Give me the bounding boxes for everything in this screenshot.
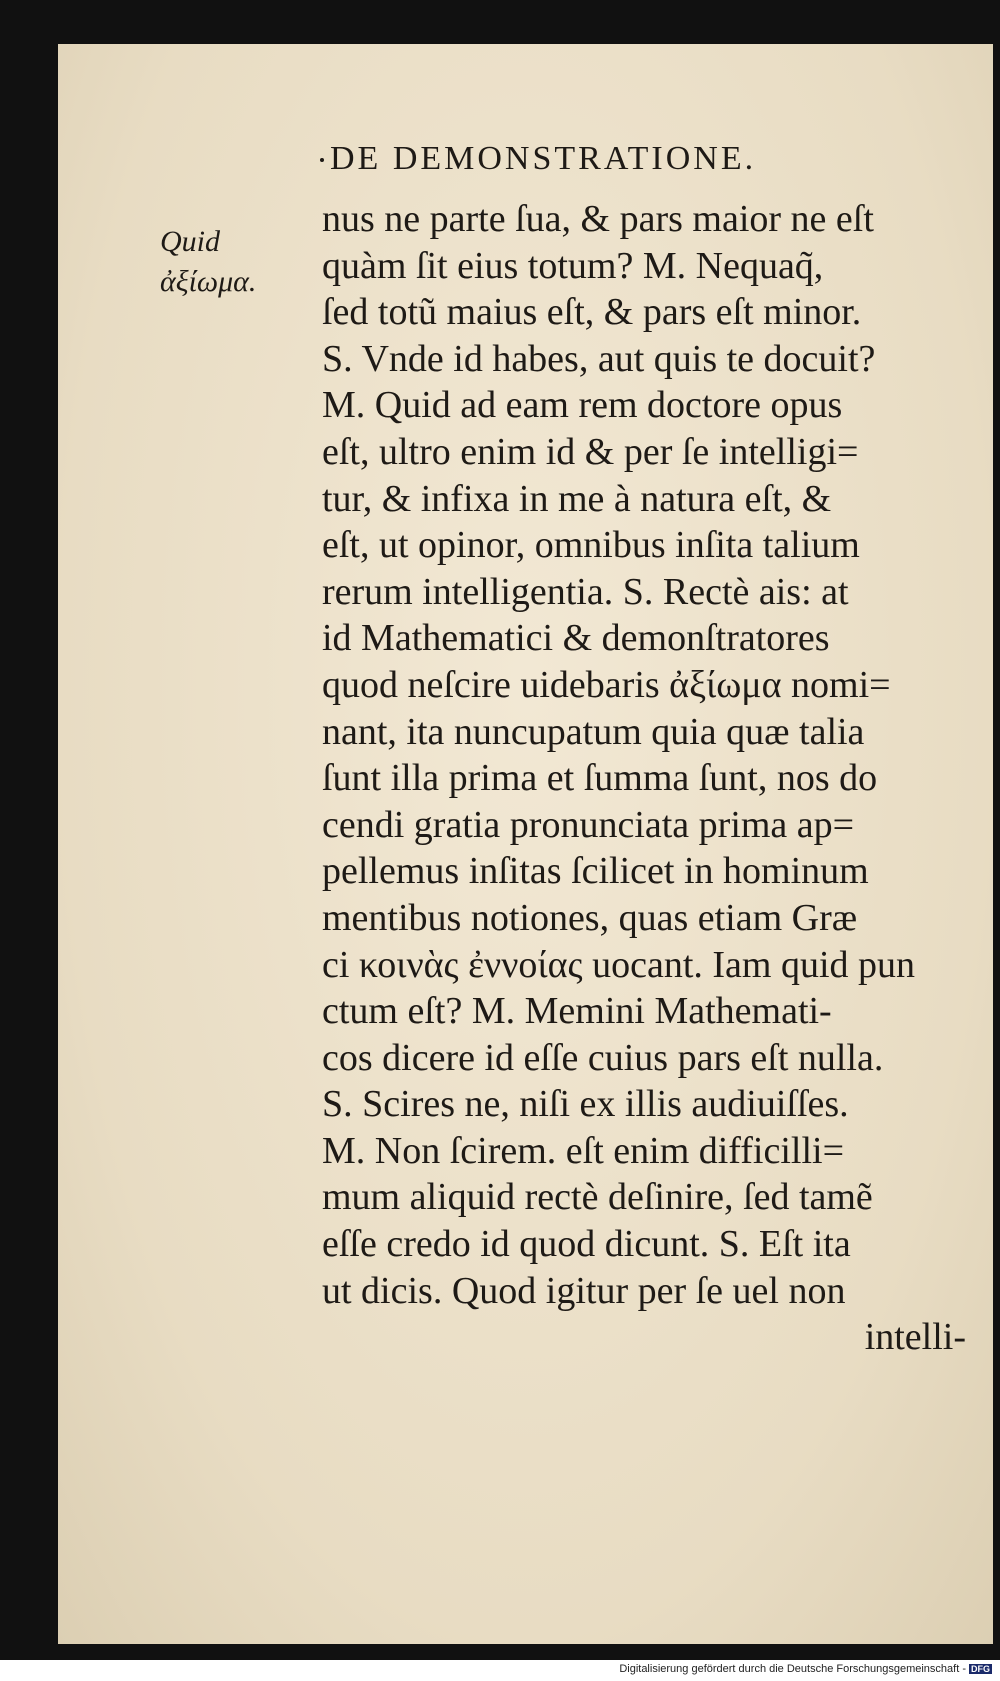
marginal-note-line-2: ἀξίωμα. — [160, 265, 257, 298]
text-line: M. Non ſcirem. eſt enim difficilli= — [322, 1129, 845, 1172]
text-line: tur, & infixa in me à natura eſt, & — [322, 477, 832, 520]
marginal-note — [160, 222, 256, 302]
text-line: ſed totũ maius eſt, & pars eſt minor. — [322, 291, 862, 334]
credit-text: Digitalisierung gefördert durch die Deutsche Forschungsgemeinschaft - — [619, 1663, 966, 1675]
text-line: ci κοινὰς ἐννοίας uocant. Iam quid pun — [322, 943, 916, 986]
text-line: mentibus notiones, quas etiam Græ — [322, 896, 858, 939]
digitization-credit — [619, 1663, 992, 1675]
text-line: nant, ita nuncupatum quia quæ talia — [322, 710, 865, 753]
text-line: pellemus inſitas ſcilicet in hominum — [322, 850, 869, 893]
running-head — [330, 140, 756, 178]
text-line: ſunt illa prima et ſumma ſunt, nos do — [322, 757, 878, 800]
text-line: nus ne parte ſua, & pars maior ne eſt — [322, 198, 874, 240]
dfg-logo: DFG — [971, 1664, 990, 1675]
text-line: ut dicis. Quod igitur per ſe uel non — [322, 1269, 846, 1312]
text-line: cos dicere id eſſe cuius pars eſt nulla. — [322, 1036, 884, 1079]
body-text — [322, 196, 972, 1361]
text-line: cendi gratia pronunciata prima ap= — [322, 803, 855, 846]
text-line: S. Scires ne, niſi ex illis audiuiſſes. — [322, 1083, 849, 1126]
marginal-note-line-1: Quid — [160, 225, 220, 258]
text-line: ctum eſt? M. Memini Mathemati- — [322, 990, 832, 1033]
text-line: M. Quid ad eam rem doctore opus — [322, 384, 843, 427]
text-line: eſſe credo id quod dicunt. S. Eſt ita — [322, 1223, 851, 1266]
running-head-text: DE DEMONSTRATIONE. — [330, 140, 757, 177]
ornament-dot — [320, 158, 324, 162]
text-line: id Mathematici & demonſtratores — [322, 617, 830, 660]
text-line: mum aliquid rectè deſinire, ſed tamẽ — [322, 1176, 873, 1219]
text-line: S. Vnde id habes, aut quis te docuit? — [322, 337, 876, 380]
text-line: quàm ſit eius totum? M. Nequaq̃, — [322, 244, 824, 287]
text-line: rerum intelligentia. S. Rectè ais: at — [322, 570, 849, 613]
text-line: eſt, ultro enim id & per ſe intelligi= — [322, 430, 859, 473]
text-line: eſt, ut opinor, omnibus inſita talium — [322, 524, 860, 567]
catchword: intelli- — [864, 1316, 966, 1359]
text-line: quod neſcire uidebaris ἀξίωμα nomi= — [322, 663, 891, 706]
